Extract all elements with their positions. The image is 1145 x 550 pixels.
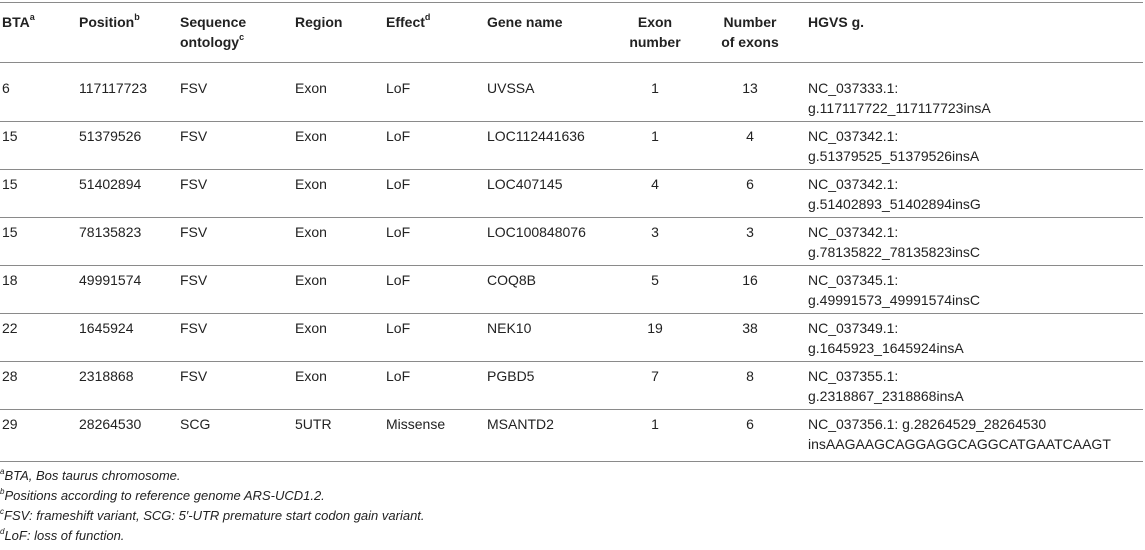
cell-sequence-ontology: SCG <box>180 416 211 432</box>
cell-effect: LoF <box>386 320 411 336</box>
cell-effect: LoF <box>386 368 411 384</box>
cell-bta: 29 <box>2 416 18 432</box>
header-exon-number: Exon number <box>629 14 681 50</box>
cell-number-of-exons: 6 <box>746 416 754 432</box>
row-divider <box>0 121 1143 122</box>
cell-number-of-exons: 8 <box>746 368 754 384</box>
footnote: $^d$LoF: loss of function. <box>0 526 125 543</box>
cell-gene-name: LOC100848076 <box>487 224 586 240</box>
row-divider <box>0 361 1143 362</box>
cell-position: 78135823 <box>79 224 142 240</box>
cell-position: 49991574 <box>79 272 142 288</box>
cell-bta: 22 <box>2 320 18 336</box>
cell-region: Exon <box>295 128 327 144</box>
cell-sequence-ontology: FSV <box>180 128 208 144</box>
cell-hgvs: NC_037345.1: g.49991573_49991574insC <box>808 272 981 308</box>
cell-effect: LoF <box>386 176 411 192</box>
cell-sequence-ontology: FSV <box>180 320 208 336</box>
cell-gene-name: LOC112441636 <box>487 128 585 144</box>
cell-effect: Missense <box>386 416 446 432</box>
bottom-rule <box>0 461 1143 462</box>
row-divider <box>0 409 1143 410</box>
header-effect: Effect$^d$ <box>386 12 431 30</box>
cell-hgvs: NC_037356.1: g.28264529_28264530 insAAGAAGCAGGAGGCAGGCATGAATCAAGT <box>808 416 1111 452</box>
cell-region: Exon <box>295 368 327 384</box>
cell-exon-number: 5 <box>651 272 659 288</box>
cell-number-of-exons: 13 <box>742 80 758 96</box>
header-sequence-ontology: Sequence ontology$^c$ <box>180 14 247 50</box>
footnote: $^c$FSV: frameshift variant, SCG: 5′-UTR premature start codon gain variant. <box>0 506 425 523</box>
cell-sequence-ontology: FSV <box>180 80 208 96</box>
cell-effect: LoF <box>386 80 411 96</box>
cell-number-of-exons: 3 <box>746 224 754 240</box>
cell-bta: 15 <box>2 176 18 192</box>
cell-hgvs: NC_037342.1: g.78135822_78135823insC <box>808 224 981 260</box>
cell-position: 51379526 <box>79 128 142 144</box>
cell-hgvs: NC_037342.1: g.51379525_51379526insA <box>808 128 980 164</box>
cell-bta: 6 <box>2 80 10 96</box>
cell-exon-number: 1 <box>651 80 659 96</box>
cell-sequence-ontology: FSV <box>180 176 208 192</box>
row-divider <box>0 265 1143 266</box>
header-hgvs: HGVS g. <box>808 14 865 30</box>
cell-region: Exon <box>295 272 327 288</box>
header-rule <box>0 62 1143 63</box>
top-rule <box>0 2 1143 3</box>
cell-exon-number: 1 <box>651 128 659 144</box>
cell-effect: LoF <box>386 128 411 144</box>
footnote: $^b$Positions according to reference genome ARS-UCD1.2. <box>0 486 325 503</box>
cell-number-of-exons: 38 <box>742 320 758 336</box>
cell-sequence-ontology: FSV <box>180 368 208 384</box>
cell-position: 2318868 <box>79 368 134 384</box>
header-number-of-exons: Number of exons <box>721 14 779 50</box>
cell-number-of-exons: 6 <box>746 176 754 192</box>
cell-bta: 15 <box>2 128 18 144</box>
row-divider <box>0 217 1143 218</box>
cell-gene-name: MSANTD2 <box>487 416 554 432</box>
header-position: Position$^b$ <box>79 12 140 30</box>
cell-gene-name: COQ8B <box>487 272 537 288</box>
cell-region: Exon <box>295 320 327 336</box>
cell-bta: 28 <box>2 368 18 384</box>
cell-hgvs: NC_037355.1: g.2318867_2318868insA <box>808 368 964 404</box>
header-gene-name: Gene name <box>487 14 563 30</box>
cell-gene-name: LOC407145 <box>487 176 563 192</box>
cell-region: Exon <box>295 176 327 192</box>
cell-bta: 18 <box>2 272 18 288</box>
cell-exon-number: 3 <box>651 224 659 240</box>
row-divider <box>0 169 1143 170</box>
cell-position: 28264530 <box>79 416 142 432</box>
cell-gene-name: UVSSA <box>487 80 535 96</box>
cell-exon-number: 4 <box>651 176 659 192</box>
cell-exon-number: 7 <box>651 368 659 384</box>
row-divider <box>0 313 1143 314</box>
cell-sequence-ontology: FSV <box>180 272 208 288</box>
header-bta: BTA$^a$ <box>2 12 35 30</box>
footnote: $^a$BTA, Bos taurus chromosome. <box>0 466 181 483</box>
cell-exon-number: 1 <box>651 416 659 432</box>
cell-effect: LoF <box>386 272 411 288</box>
cell-gene-name: NEK10 <box>487 320 532 336</box>
cell-hgvs: NC_037333.1: g.117117722_117117723insA <box>808 80 991 116</box>
cell-position: 117117723 <box>79 80 147 96</box>
cell-bta: 15 <box>2 224 18 240</box>
cell-position: 51402894 <box>79 176 142 192</box>
cell-region: Exon <box>295 224 327 240</box>
cell-region: 5UTR <box>295 416 332 432</box>
cell-region: Exon <box>295 80 327 96</box>
cell-exon-number: 19 <box>647 320 663 336</box>
cell-number-of-exons: 4 <box>746 128 754 144</box>
cell-gene-name: PGBD5 <box>487 368 535 384</box>
cell-effect: LoF <box>386 224 411 240</box>
cell-position: 1645924 <box>79 320 134 336</box>
cell-hgvs: NC_037342.1: g.51402893_51402894insG <box>808 176 981 212</box>
cell-hgvs: NC_037349.1: g.1645923_1645924insA <box>808 320 964 356</box>
cell-sequence-ontology: FSV <box>180 224 208 240</box>
cell-number-of-exons: 16 <box>742 272 758 288</box>
header-region: Region <box>295 14 343 30</box>
